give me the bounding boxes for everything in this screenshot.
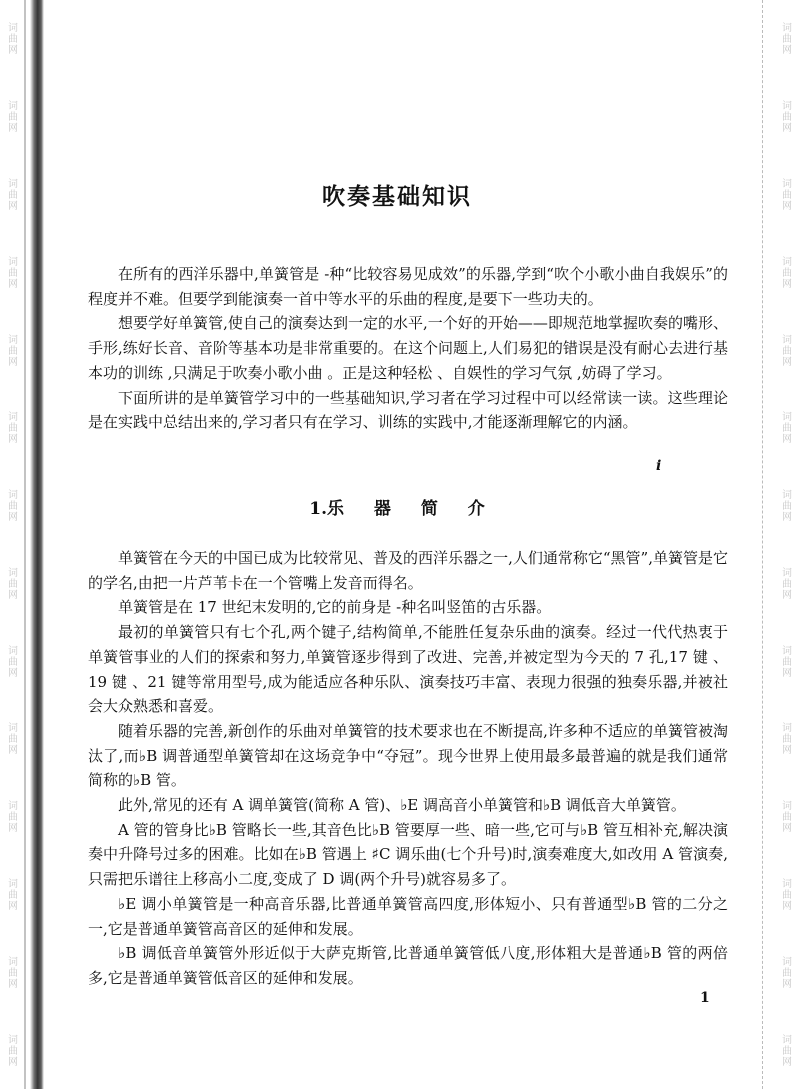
watermark: 词曲网 xyxy=(779,877,791,911)
scan-binding-edge xyxy=(30,0,44,1089)
watermark-column-left xyxy=(2,0,20,1089)
watermark: 词曲网 xyxy=(5,800,17,834)
watermark-column-right xyxy=(776,0,794,1089)
body-paragraph: A 管的管身比♭B 管略长一些,其音色比♭B 管要厚一些、暗一些,它可与♭B 管互相补充,解决演奏中升降号过多的困难。比如在♭B 管遇上 ♯C 调乐曲(七个升号)时,演奏难度大,如改用 A 管演奏,只需把乐谱往上移高小二度,变成了 D 调(两个升号)就容易多了。 xyxy=(88,820,728,889)
watermark: 词曲网 xyxy=(5,722,17,756)
intro-section xyxy=(88,262,728,435)
body-paragraph: ♭B 调低音单簧管外形近似于大萨克斯管,比普通单簧管低八度,形体粗大是普通♭B 管的两倍多,它是普通单簧管低音区的延伸和发展。 xyxy=(88,944,728,987)
watermark: 词曲网 xyxy=(5,255,17,289)
page-title: 吹奏基础知识 xyxy=(322,184,472,210)
watermark: 词曲网 xyxy=(5,955,17,989)
body-paragraph: 随着乐器的完善,新创作的乐曲对单簧管的技术要求也在不断提高,许多种不适应的单簧管被淘汰了,而♭B 调普通型单簧管却在这场竞争中“夺冠”。现今世界上使用最多最普遍的就是我们通常简称的♭B 管。 xyxy=(88,721,728,790)
body-paragraph: 单簧管是在 17 世纪末发明的,它的前身是 -种名叫竖笛的古乐器。 xyxy=(118,598,552,617)
watermark: 词曲网 xyxy=(779,644,791,678)
section-heading: 1.乐 器 简 介 xyxy=(309,499,485,519)
intro-paragraph: 在所有的西洋乐器中,单簧管是 -种“比较容易见成效”的乐器,学到“吹个小歌小曲自我娱乐”的程度并不难。但要学到能演奏一首中等水平的乐曲的程度,是要下一些功夫的。 xyxy=(88,265,728,308)
watermark: 词曲网 xyxy=(5,489,17,523)
watermark: 词曲网 xyxy=(779,255,791,289)
watermark: 词曲网 xyxy=(779,177,791,211)
body-paragraph: 单簧管在今天的中国已成为比较常见、普及的西洋乐器之一,人们通常称它“黑管”,单簧管是它的学名,由把一片芦苇卡在一个管嘴上发音而得名。 xyxy=(88,549,728,592)
watermark: 词曲网 xyxy=(779,955,791,989)
watermark: 词曲网 xyxy=(779,1033,791,1067)
scan-edge-thin xyxy=(24,0,26,1089)
body-paragraph: ♭E 调小单簧管是一种高音乐器,比普通单簧管高四度,形体短小、只有普通型♭B 管的二分之一,它是普通单簧管高音区的延伸和发展。 xyxy=(88,894,728,938)
intro-paragraph: 下面所讲的是单簧管学习中的一些基础知识,学习者在学习过程中可以经常读一读。这些理论是在实践中总结出来的,学习者只有在学习、训练的实践中,才能逐渐理解它的内涵。 xyxy=(88,388,728,432)
watermark: 词曲网 xyxy=(779,800,791,834)
watermark: 词曲网 xyxy=(779,100,791,134)
watermark: 词曲网 xyxy=(5,333,17,367)
section-body xyxy=(88,546,728,991)
page-number: 1 xyxy=(700,990,710,1006)
watermark: 词曲网 xyxy=(5,1033,17,1067)
watermark: 词曲网 xyxy=(5,22,17,56)
watermark: 词曲网 xyxy=(5,566,17,600)
watermark: 词曲网 xyxy=(779,22,791,56)
watermark: 词曲网 xyxy=(779,722,791,756)
right-margin-rule xyxy=(762,0,764,1089)
watermark: 词曲网 xyxy=(5,177,17,211)
watermark: 词曲网 xyxy=(779,566,791,600)
body-paragraph: 此外,常见的还有 A 调单簧管(简称 A 管)、♭E 调高音小单簧管和♭B 调低音大单簧管。 xyxy=(118,796,686,815)
watermark: 词曲网 xyxy=(5,877,17,911)
watermark: 词曲网 xyxy=(5,411,17,445)
watermark: 词曲网 xyxy=(779,411,791,445)
body-paragraph: 最初的单簧管只有七个孔,两个键子,结构简单,不能胜任复杂乐曲的演奏。经过一代代热衷于单簧管事业的人们的探索和努力,单簧管逐步得到了改进、完善,并被定型为今天的 7 孔,17 键 、19 键 、21 键等常用型号,成为能适应各种乐队、演奏技巧丰富、表现力很强的独奏乐器,并被社会大众熟悉和喜爱。 xyxy=(88,623,728,716)
watermark: 词曲网 xyxy=(779,489,791,523)
watermark: 词曲网 xyxy=(5,100,17,134)
watermark: 词曲网 xyxy=(5,644,17,678)
watermark: 词曲网 xyxy=(779,333,791,367)
intro-paragraph: 想要学好单簧管,使自己的演奏达到一定的水平,一个好的开始——即规范地掌握吹奏的嘴形、手形,练好长音、音阶等基本功是非常重要的。在这个问题上,人们易犯的错误是没有耐心去进行基本功的训练 ,只满足于吹奏小歌小曲 。正是这种轻松 、自娱性的学习气氛 ,妨碍了学习。 xyxy=(88,314,728,382)
scan-mark: i xyxy=(656,458,662,474)
